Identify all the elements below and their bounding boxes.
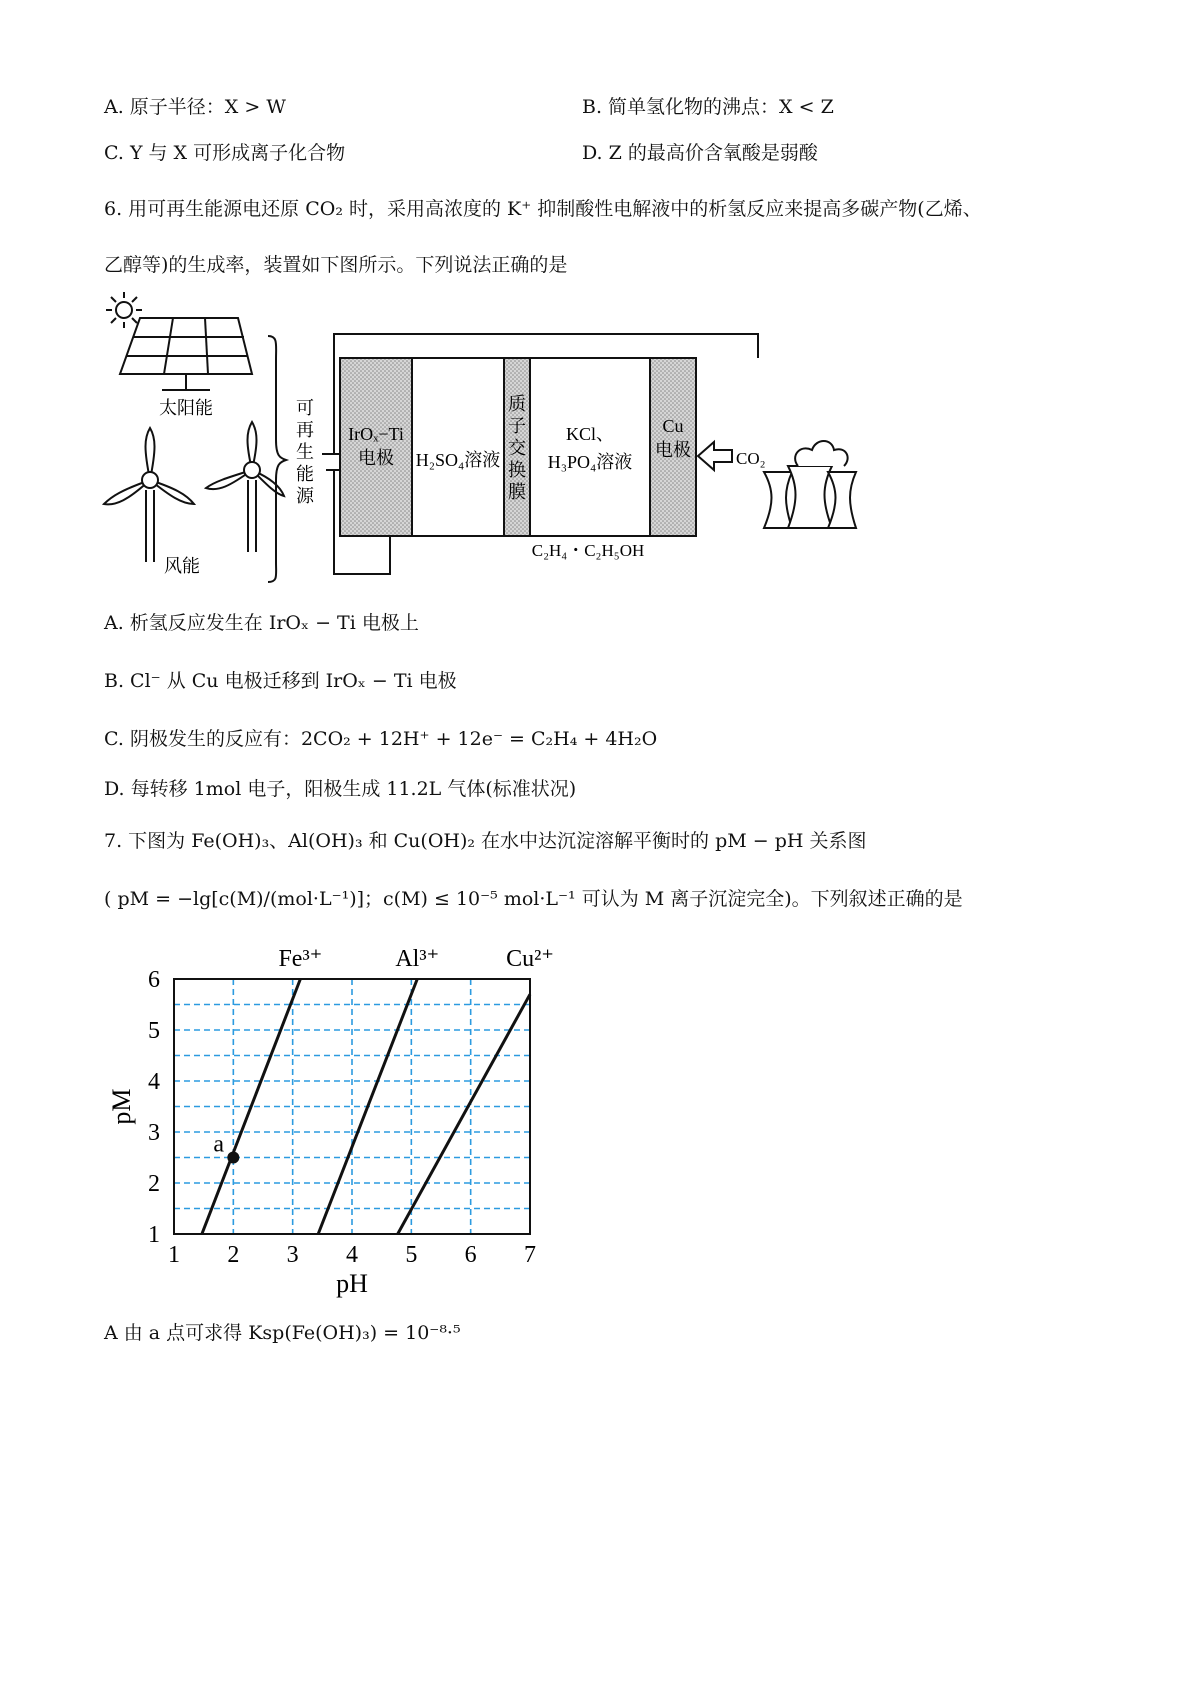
series-label-2: Cu²⁺ — [506, 946, 554, 972]
series-label-1: Al³⁺ — [395, 946, 440, 972]
co2-label: CO₂ — [736, 449, 766, 468]
q6-option-c: C. 阴极发生的反应有：2CO₂ + 12H⁺ + 12e⁻ = C₂H₄ + 4H₂O — [104, 728, 658, 750]
y-axis-label: pM — [107, 1088, 136, 1125]
co2-inlet-arrow-icon — [698, 442, 732, 470]
cathode-label-1: Cu — [662, 416, 684, 436]
anode-label-1: IrOₓ−Ti — [348, 424, 404, 444]
renewable-label-3: 生 — [296, 442, 314, 462]
membrane-label-1: 质 — [508, 394, 526, 414]
q7-stem-line1: 7. 下图为 Fe(OH)₃、Al(OH)₃ 和 Cu(OH)₂ 在水中达沉淀溶解平衡时的 pM − pH 关系图 — [104, 830, 867, 852]
x-axis-label: pH — [336, 1269, 368, 1298]
wind-turbine-icon — [104, 422, 284, 562]
anolyte-label: H₂SO₄溶液 — [415, 450, 501, 470]
x-tick-label: 3 — [286, 1242, 299, 1268]
q6-stem-line1: 6. 用可再生能源电还原 CO₂ 时，采用高浓度的 K⁺ 抑制酸性电解液中的析氢反应来提高多碳产物(乙烯、 — [104, 198, 982, 220]
y-tick-label: 1 — [148, 1222, 160, 1248]
q6-option-a: A. 析氢反应发生在 IrOₓ − Ti 电极上 — [104, 612, 419, 634]
y-tick-label: 5 — [148, 1018, 160, 1044]
solar-label: 太阳能 — [159, 398, 213, 418]
q6-stem-line2: 乙醇等)的生成率，装置如下图所示。下列说法正确的是 — [104, 254, 568, 276]
factory-icon — [764, 441, 856, 528]
cathode-label-2: 电极 — [655, 440, 691, 460]
pm-ph-chart — [100, 940, 600, 1300]
product-label: C₂H₄・C₂H₅OH — [531, 541, 645, 560]
x-tick-label: 7 — [524, 1242, 536, 1268]
catholyte-label-2: H₃PO₄溶液 — [547, 452, 633, 472]
wind-label: 风能 — [164, 556, 200, 576]
electrolysis-apparatus-figure — [100, 290, 920, 630]
anode-electrode — [340, 358, 412, 536]
x-tick-label: 2 — [227, 1242, 240, 1268]
q6-option-b: B. Cl⁻ 从 Cu 电极迁移到 IrOₓ − Ti 电极 — [104, 670, 457, 692]
membrane-label-3: 交 — [508, 438, 526, 458]
y-tick-label: 2 — [148, 1171, 160, 1197]
q7-stem-line2: ( pM = −lg[c(M)/(mol·L⁻¹)]；c(M) ≤ 10⁻⁵ mol·L⁻¹ 可认为 M 离子沉淀完全)。下列叙述正确的是 — [104, 888, 963, 910]
x-tick-label: 4 — [346, 1242, 358, 1268]
series-line-1 — [318, 979, 417, 1234]
annotation-point — [227, 1152, 239, 1164]
series-label-0: Fe³⁺ — [278, 946, 323, 972]
q6-option-d: D. 每转移 1mol 电子，阳极生成 11.2L 气体(标准状况) — [104, 778, 577, 800]
q5-option-b: B. 简单氢化物的沸点：X < Z — [582, 96, 834, 118]
y-tick-label: 4 — [148, 1069, 160, 1095]
membrane-label-4: 换 — [508, 460, 526, 480]
membrane-label-2: 子 — [508, 416, 526, 436]
solar-panel-icon — [120, 318, 252, 390]
q7-option-a: A 由 a 点可求得 Ksp(Fe(OH)₃) = 10⁻⁸·⁵ — [104, 1322, 461, 1344]
x-tick-label: 1 — [168, 1242, 180, 1268]
x-tick-label: 5 — [405, 1242, 418, 1268]
renewable-label-2: 再 — [296, 420, 314, 440]
renewable-label-4: 能 — [296, 464, 314, 484]
brace-icon — [268, 336, 286, 582]
y-tick-label: 3 — [148, 1120, 160, 1146]
renewable-label-5: 源 — [296, 486, 314, 506]
q5-option-c: C. Y 与 X 可形成离子化合物 — [104, 142, 346, 164]
x-tick-label: 6 — [464, 1242, 477, 1268]
sun-icon — [106, 292, 142, 328]
catholyte-label-1: KCl、 — [565, 424, 615, 444]
y-tick-label: 6 — [148, 967, 160, 993]
annotation-label: a — [213, 1131, 224, 1158]
renewable-label-1: 可 — [296, 398, 314, 418]
anode-label-2: 电极 — [358, 448, 394, 468]
membrane-label-5: 膜 — [508, 482, 526, 502]
q5-option-d: D. Z 的最高价含氧酸是弱酸 — [582, 142, 818, 164]
q5-option-a: A. 原子半径：X > W — [104, 96, 286, 118]
